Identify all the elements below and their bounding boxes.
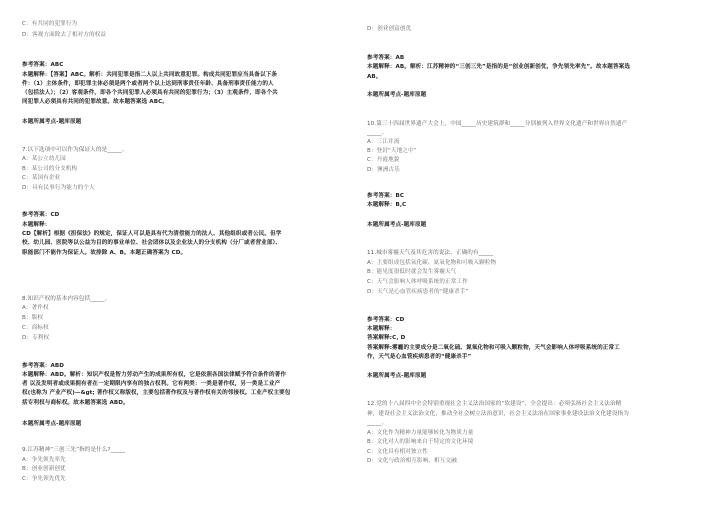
answer-explanation-line: 参考答案：CD (367, 317, 405, 323)
answer-explanation-line: AB。 (367, 74, 382, 80)
answer-option: B：文化对人的影响来自于特定的文化环境 (367, 439, 474, 445)
answer-explanation-line: 同犯罪人必须具有共同的犯罪故意。故本题答案选 ABC。 (22, 99, 169, 105)
answer-explanation-line: 参考答案：AB (367, 55, 405, 61)
answer-explanation-line: 本题解释：【答案】ABC。解析：共同犯罪是指二人以上共同故意犯罪。构成共同犯罪应当具备以下条 (22, 72, 278, 78)
answer-option: D：创业创富创优 (367, 26, 412, 32)
answer-explanation-line: 参考答案：CD (22, 212, 60, 218)
answer-explanation-line: 本题所属考点-题库原题 (367, 373, 427, 379)
question-text: 神，建设社会主义法治文化，推动全社会树立法治意识，社会主义法治在国家事业建设法治文化建设指为 (367, 411, 629, 417)
answer-explanation-line: 括专利权与商标权。故本题答案选 ABD。 (22, 400, 129, 406)
answer-explanation-line: 作，天气是心血管疾病患者的“健康杀手” (367, 354, 472, 360)
question-text: _____。 (367, 420, 388, 426)
answer-explanation-line: 件：（1）主体条件，即犯罪主体必须是两个或者两个以上达到刑事责任年龄、具备刑事责任能力的人 (22, 81, 274, 87)
answer-option: C：争先领先优先 (22, 476, 66, 482)
answer-option: D：澳洲古乐 (367, 167, 400, 173)
answer-option: A：主要组成包括氧化碳、氮氧化物和可吸入颗粒物 (367, 260, 497, 266)
answer-option: C：丹霞地貌 (367, 157, 400, 163)
question-text: 10.第三十四届世界遗产大会上，中国_____历史建筑群和_____分别被列入世界文化遗产和世界自然遗产 (367, 121, 628, 127)
question-text: 9.江苏精神“三创三先”指的是什么?_____ (22, 447, 126, 453)
answer-explanation-line: 者 以及发明者或成果拥有者在一定期限内享有的独占权利。它有两类：一类是著作权，另一类是工业产 (22, 381, 281, 387)
answer-option: A：争先领先率先 (22, 457, 66, 463)
answer-option: A：三江并流 (367, 139, 400, 145)
question-text: 7.以下选项中可以作为保证人的是_____。 (22, 147, 128, 153)
answer-option: A：文化作为精神力量能够转化为物质力量 (367, 430, 474, 436)
answer-option: D：文化与政治相互影响、相互交融 (367, 458, 457, 464)
answer-option: B：登封“天地之中” (367, 148, 417, 154)
question-text: 11.城市雾霾天气及其危害的说法，正确的有_____ (367, 250, 494, 256)
answer-explanation-line: 本题所属考点-题库原题 (367, 222, 427, 228)
answer-explanation-line: 本题解释：AB。解析：江苏精神的“三创三先”是指的是“创业创新创优，争先领先率先”。故本题答案选 (367, 64, 631, 70)
answer-explanation-line: 本题解释： (367, 326, 396, 332)
answer-explanation-line: 校、幼儿园、医院等以公益为目的的事业单位、社会团体以及企业法人的分支机构（分厂或者营业部）、 (22, 240, 282, 246)
question-text: _____。 (367, 130, 388, 136)
answer-option: D：客观方面除去了相对方的权益 (22, 32, 107, 38)
answer-option: B：能见度很低时就会发生雾霾天气 (367, 269, 457, 275)
answer-option: D：天气是心血管疾病患者的“健康杀手” (367, 289, 469, 295)
answer-explanation-line: 参考答案：BC (367, 193, 405, 199)
answer-option: C：商标权 (22, 325, 49, 331)
answer-explanation-line: 权(也称为 产业产权)—&gt; 著作权又称版权，主要包括著作权及与著作权有关的邻接权。工业产权主要包 (22, 390, 291, 396)
answer-option: D：具有民事行为能力的个人 (22, 185, 95, 191)
answer-explanation-line: 本题所属考点-题库原题 (22, 119, 82, 125)
answer-option: A：某公立幼儿园 (22, 156, 66, 162)
answer-explanation-line: 本题解释：ABD。解析：知识产权是智力劳动产生的成果所有权，它是依照各国法律赋予符合条件的著作 (22, 372, 287, 378)
answer-explanation-line: 本题所属考点-题库原题 (22, 421, 82, 427)
answer-explanation-line: 参考答案：ABD (22, 363, 65, 369)
answer-explanation-line: （包括法人）；（2）客观条件，即各个共同犯罪人必须具有共同的犯罪行为；（3）主观条件，即各个共 (22, 90, 278, 96)
answer-explanation-line: 参考答案：ABC (22, 62, 64, 68)
answer-option: D：专利权 (22, 335, 50, 341)
answer-option: B：某公司的分支机构 (22, 166, 78, 172)
answer-explanation-line: 本题所属考点-题库原题 (367, 92, 427, 98)
answer-option: B：版权 (22, 315, 44, 321)
answer-option: B：创业创新创优 (22, 466, 66, 472)
answer-explanation-line: 职能部门不能作为保证人。故排除 A、B。本题正确答案为 CD。 (22, 250, 187, 256)
answer-option: C：有共同的犯罪行为 (22, 21, 78, 27)
answer-explanation-line: 答案解释:C, D (367, 335, 406, 341)
answer-explanation-line: 本题解释： (22, 222, 51, 228)
question-text: 8.知识产权的基本内容包括_____。 (22, 296, 111, 302)
answer-explanation-line: 本题解释：B,C (367, 202, 407, 208)
answer-option: C：文化具有相对独立性 (367, 449, 428, 455)
answer-option: A：著作权 (22, 305, 49, 311)
answer-option: C：天气会影响人体呼吸系统的正常工作 (367, 279, 468, 285)
answer-explanation-line: 答案解释:雾霾的主要成分是二氧化硫、氮氧化物和可吸入颗粒物，天气会影响人体呼吸系统的正常工 (367, 345, 620, 351)
answer-option: C：某国有企业 (22, 175, 61, 181)
question-text: 12.党的十八届四中全会特别重视社会主义法治国家的“软建设”，全会提出：必须弘扬社会主义法治精 (367, 401, 622, 407)
answer-explanation-line: CD【解析】根据《担保法》的规定，保证人可以是具有代为清偿能力的法人、其他组织或者公民。但学 (22, 231, 282, 237)
